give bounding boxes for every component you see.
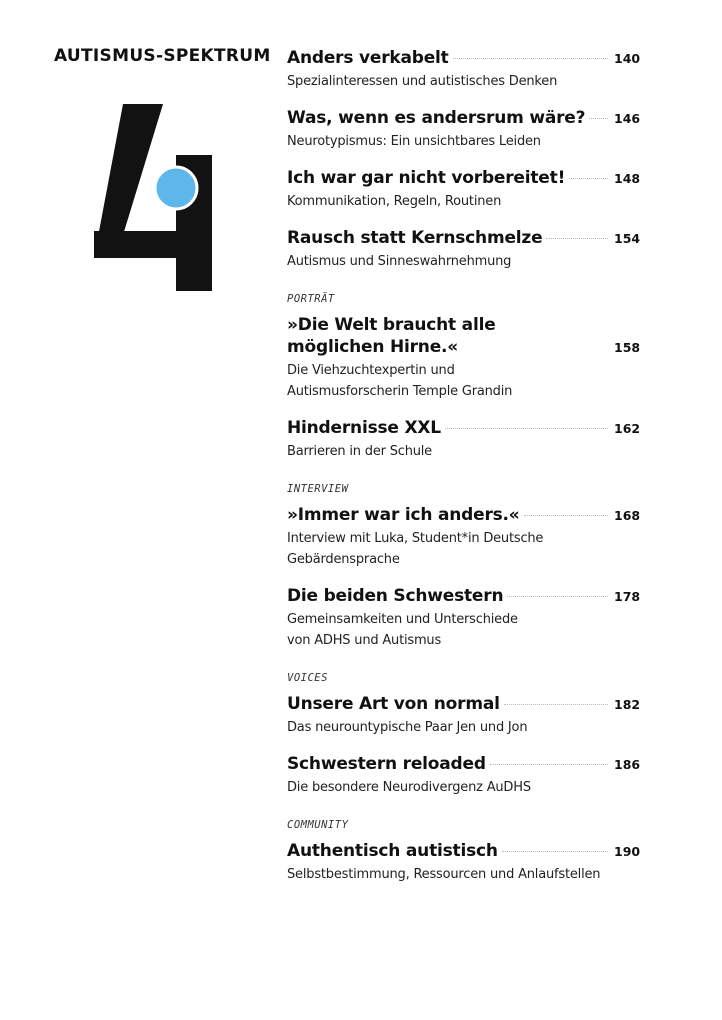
entry-subtitle: Kommunikation, Regeln, Routinen	[287, 194, 502, 209]
dot-leader	[589, 118, 608, 119]
section-title: AUTISMUS-SPEKTRUM	[54, 46, 271, 66]
toc-entry-schwestern-reloaded[interactable]	[287, 753, 641, 798]
entry-title: möglichen Hirne.«	[287, 337, 459, 357]
toc-entry-anders-verkabelt[interactable]	[287, 47, 641, 92]
entry-subtitle: Die Viehzuchtexpertin und	[287, 363, 455, 378]
dot-leader	[453, 58, 608, 59]
entry-subtitle: Gemeinsamkeiten und Unterschiede	[287, 612, 518, 627]
entry-subtitle: Die besondere Neurodivergenz AuDHS	[287, 780, 531, 795]
entry-title: Anders verkabelt	[287, 48, 449, 68]
entry-subtitle-line2: Autismusforscherin Temple Grandin	[287, 384, 513, 399]
entry-title: Authentisch autistisch	[287, 841, 498, 861]
page-number: 162	[614, 421, 641, 436]
dot-leader	[504, 704, 608, 705]
toc-entry-immer-anders[interactable]	[287, 482, 641, 570]
entry-subtitle-line2: von ADHS und Autismus	[287, 633, 442, 648]
table-of-contents	[287, 47, 641, 885]
entry-title: Schwestern reloaded	[287, 754, 486, 774]
entry-title: Rausch statt Kernschmelze	[287, 228, 543, 248]
entry-title: Unsere Art von normal	[287, 694, 500, 714]
entry-title-line1: »Die Welt braucht alle	[287, 315, 496, 335]
entry-subtitle: Neurotypismus: Ein unsichtbares Leiden	[287, 134, 541, 149]
chapter-number-dot	[155, 167, 197, 209]
dot-leader	[490, 764, 608, 765]
toc-entry-temple-grandin[interactable]	[287, 292, 641, 402]
entry-subtitle: Das neurountypische Paar Jen und Jon	[287, 720, 528, 735]
entry-title: Hindernisse XXL	[287, 418, 441, 438]
dot-leader	[546, 238, 608, 239]
page-number: 146	[614, 111, 641, 126]
page-number: 178	[614, 589, 641, 604]
category-label: INTERVIEW	[287, 483, 349, 495]
entry-subtitle: Spezialinteressen und autistisches Denken	[287, 74, 558, 89]
dot-leader	[507, 596, 608, 597]
toc-entry-art-von-normal[interactable]	[287, 671, 641, 738]
entry-title: Ich war gar nicht vorbereitet!	[287, 168, 566, 188]
toc-entry-nicht-vorbereitet[interactable]	[287, 167, 641, 212]
dot-leader	[445, 428, 608, 429]
toc-entry-rausch[interactable]	[287, 227, 641, 272]
page-number: 148	[614, 171, 641, 186]
category-label: VOICES	[287, 672, 328, 684]
page-number: 140	[614, 51, 641, 66]
page-number: 186	[614, 757, 641, 772]
toc-entry-authentisch[interactable]	[287, 818, 641, 885]
dot-leader	[569, 178, 608, 179]
page-number: 154	[614, 231, 641, 246]
dot-leader	[502, 851, 608, 852]
page-number: 168	[614, 508, 641, 523]
entry-title: Die beiden Schwestern	[287, 586, 504, 606]
dot-leader	[462, 347, 608, 348]
entry-subtitle: Interview mit Luka, Student*in Deutsche	[287, 531, 544, 546]
toc-entry-hindernisse[interactable]	[287, 417, 641, 462]
entry-subtitle: Barrieren in der Schule	[287, 444, 432, 459]
entry-subtitle: Selbstbestimmung, Ressourcen und Anlaufstellen	[287, 867, 601, 882]
dot-leader	[524, 515, 608, 516]
page-number: 190	[614, 844, 641, 859]
entry-title: Was, wenn es andersrum wäre?	[287, 108, 586, 128]
toc-entry-andersrum[interactable]	[287, 107, 641, 152]
entry-subtitle: Autismus und Sinneswahrnehmung	[287, 254, 512, 269]
category-label: COMMUNITY	[287, 819, 349, 831]
page-number: 158	[614, 340, 641, 355]
page-number: 182	[614, 697, 641, 712]
category-label: PORTRÄT	[287, 293, 335, 305]
entry-title: »Immer war ich anders.«	[287, 505, 520, 525]
toc-entry-beiden-schwestern[interactable]	[287, 585, 641, 651]
entry-subtitle-line2: Gebärdensprache	[287, 552, 400, 567]
chapter-number-graphic	[88, 100, 218, 295]
